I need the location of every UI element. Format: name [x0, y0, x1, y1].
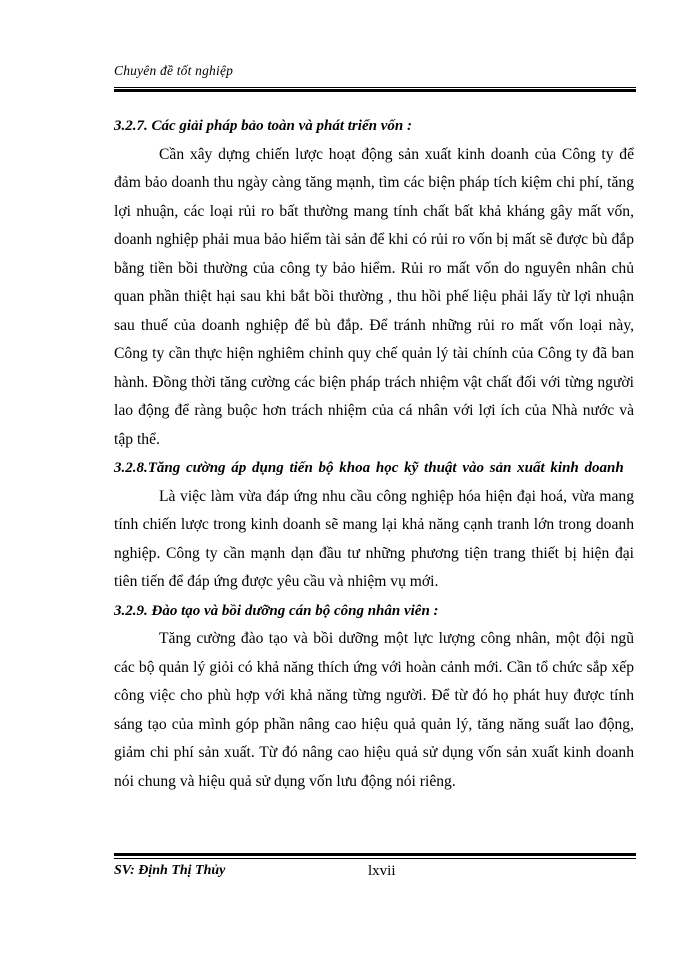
- header-title: Chuyên đề tốt nghiệp: [114, 63, 234, 78]
- footer-author: SV: Định Thị Thủy: [114, 863, 226, 878]
- header-rule-thin: [114, 87, 636, 88]
- section-body-3-2-8: Là việc làm vừa đáp ứng nhu cầu công nghiệp hóa hiện đại hoá, vừa mang tính chiến lược trong kinh doanh sẽ mang lại khả năng cạnh tranh lớn trong doanh nghiệp. Công ty cần mạnh dạn đầu tư những phương tiện trang thiết bị hiện đại tiên tiến để đáp ứng được yêu cầu và nhiệm vụ mới.: [114, 487, 634, 590]
- section-heading-3-2-7: 3.2.7. Các giải pháp bảo toàn và phát triển vốn :: [114, 118, 412, 134]
- section-body-3-2-9: Tăng cường đào tạo và bồi dưỡng một lực lượng công nhân, một đội ngũ các bộ quản lý giỏi có khả năng thích ứng với hoàn cảnh mới. Cần tổ chức sắp xếp công việc cho phù hợp với khả năng từng người. Để từ đó họ phát huy được tính sáng tạo của mình góp phần nâng cao hiệu quả quản lý, tăng năng suất lao động, giảm chi phí sản xuất. Từ đó nâng cao hiệu quả sử dụng vốn sản xuất kinh doanh nói chung và hiệu quả sử dụng vốn lưu động nói riêng.: [114, 630, 634, 790]
- footer-rule-thick: [114, 853, 636, 856]
- section-heading-3-2-8: 3.2.8.Tăng cường áp dụng tiến bộ khoa học kỹ thuật vào sản xuất kinh doanh: [114, 460, 624, 476]
- footer-rule-thin: [114, 858, 636, 859]
- section-heading-3-2-9: 3.2.9. Đào tạo và bồi dưỡng cán bộ công nhân viên :: [114, 602, 439, 619]
- header-rule-thick: [114, 89, 636, 92]
- page-header: [114, 62, 636, 86]
- document-body: [114, 112, 634, 796]
- section-body-3-2-7: Cần xây dựng chiến lược hoạt động sản xuất kinh doanh của Công ty để đảm bảo doanh thu ngày càng tăng mạnh, tìm các biện pháp tích kiệm chi phí, tăng lợi nhuận, các loại rủi ro bất thường mang tính chất bất khả kháng gây mất vốn, doanh nghiệp phải mua bảo hiểm tài sản để khi có rủi ro vốn bị mất sẽ được bù đắp bằng tiền bồi thường của công ty bảo hiểm. Rủi ro mất vốn do nguyên nhân chủ quan phần thiệt hại sau khi bắt bồi thường , thu hồi phế liệu phải lấy từ lợi nhuận sau thuế của doanh nghiệp để bù đắp. Để tránh những rủi ro mất vốn loại này, Công ty cần thực hiện nghiêm chỉnh quy chế quản lý tài chính của Công ty đã ban hành. Đồng thời tăng cường các biện pháp trách nhiệm vật chất đối với từng người lao động để ràng buộc hơn trách nhiệm của cá nhân với lợi ích của Nhà nước và tập thể.: [114, 145, 634, 448]
- page-number: lxvii: [368, 863, 396, 879]
